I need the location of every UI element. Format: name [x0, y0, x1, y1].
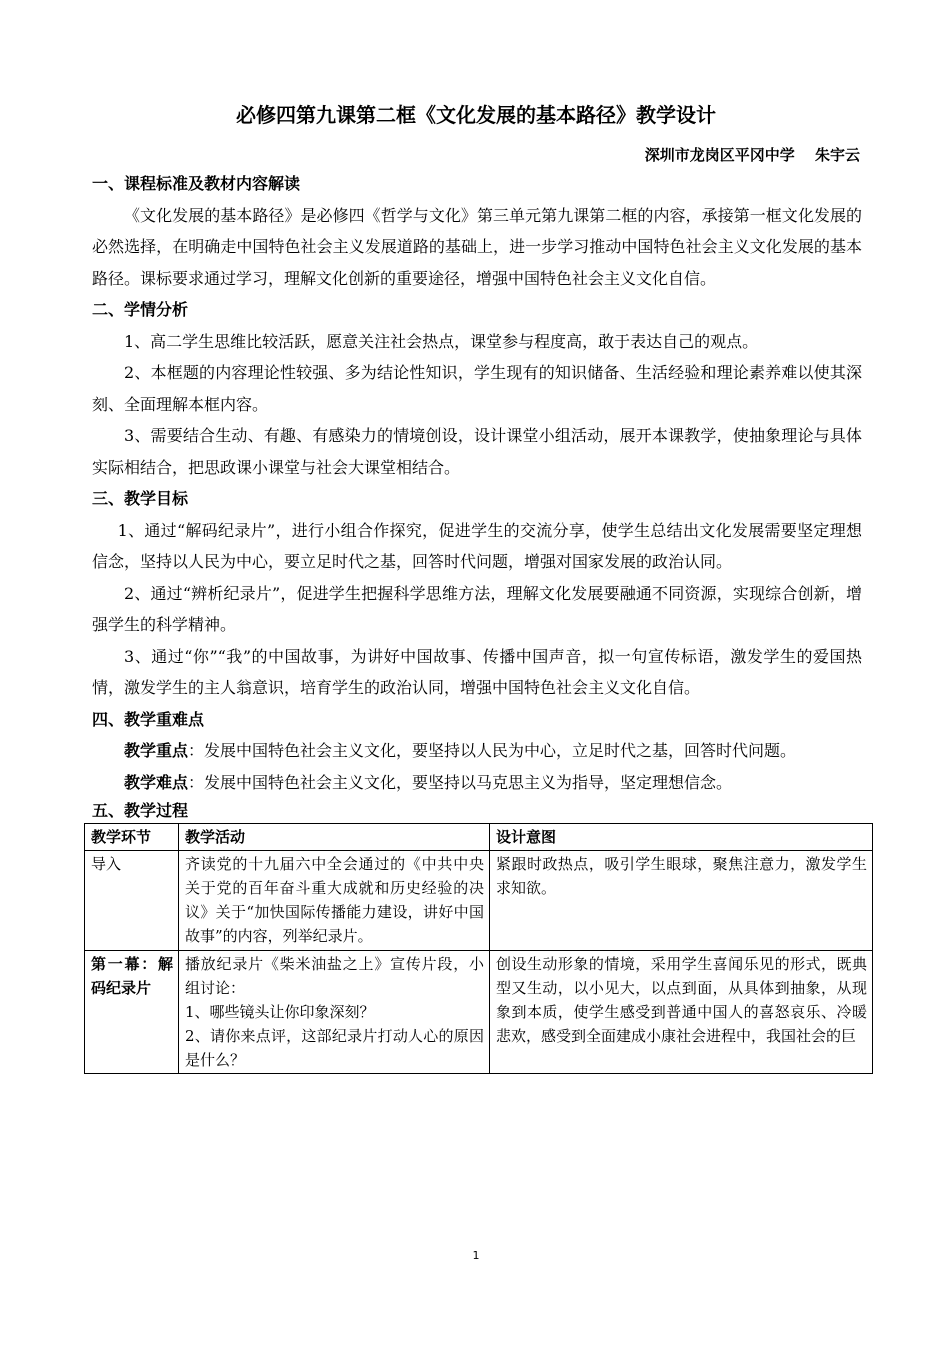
section-heading: 五、教学过程 [92, 801, 189, 820]
table-header: 设计意图 [490, 824, 873, 851]
paragraph: 1、高二学生思维比较活跃，愿意关注社会热点，课堂参与程度高，敢于表达自己的观点。 [124, 331, 759, 351]
intent-cell: 紧跟时政热点，吸引学生眼球，聚焦注意力，激发学生求知欲。 [490, 851, 873, 951]
table-row [85, 851, 873, 951]
paragraph: 3、需要结合生动、有趣、有感染力的情境创设，设计课堂小组活动，展开本课教学，使抽象理论与具体实际相结合，把思政课小课堂与社会大课堂相结合。 [92, 426, 862, 477]
document-body [91, 168, 867, 1074]
stage-cell: 导入 [85, 851, 179, 951]
intent-cell: 创设生动形象的情境，采用学生喜闻乐见的形式，既典型又生动，以小见大，以点到面，从具体到抽象，从现象到本质，使学生感受到普通中国人的喜怒哀乐、冷暖悲欢，感受到全面建成小康社会进程中，我国社会的巨 [490, 951, 873, 1074]
key-point-paragraph [92, 735, 862, 767]
stage-cell: 第一幕：解码纪录片 [85, 951, 179, 1074]
document-title: 必修四第九课第二框《文化发展的基本路径》教学设计 [236, 103, 716, 127]
author-line: 深圳市龙岗区平冈中学 朱宇云 [644, 146, 860, 164]
key-point-label: 教学重点 [124, 741, 189, 760]
table-header: 教学环节 [85, 824, 179, 851]
table-header: 教学活动 [179, 824, 490, 851]
section-heading: 四、教学重难点 [92, 709, 205, 729]
paragraph: 1、通过“解码纪录片”，进行小组合作探究，促进学生的交流分享，使学生总结出文化发展需要坚定理想信念，坚持以人民为中心，要立足时代之基，回答时代问题，增强对国家发展的政治认同。 [92, 520, 862, 571]
difficulty-label: 教学难点 [124, 772, 189, 792]
paragraph: 《文化发展的基本路径》是必修四《哲学与文化》第三单元第九课第二框的内容，承接第一框文化发展的必然选择，在明确走中国特色社会主义发展道路的基础上，进一步学习推动中国特色社会主义文化发展的基本路径。课标要求通过学习，理解文化创新的重要途径，增强中国特色社会主义文化自信。 [92, 205, 862, 288]
paragraph: 3、通过“你”“我”的中国故事，为讲好中国故事、传播中国声音，拟一句宣传标语，激发学生的爱国热情，激发学生的主人翁意识，培育学生的政治认同，增强中国特色社会主义文化自信。 [92, 646, 862, 697]
table-row [85, 951, 873, 1074]
paragraph: 2、本框题的内容理论性较强、多为结论性知识，学生现有的知识储备、生活经验和理论素养难以使其深刻、全面理解本框内容。 [92, 363, 862, 414]
page-number: 1 [472, 1249, 480, 1262]
activity-line: 1、哪些镜头让你印象深刻？ [185, 1003, 375, 1021]
table-header-row [85, 824, 873, 851]
section-heading: 三、教学目标 [92, 489, 189, 508]
teaching-process-table [84, 823, 873, 1074]
paragraph: 2、通过“辨析纪录片”，促进学生把握科学思维方法，理解文化发展要融通不同资源，实现综合创新，增强学生的科学精神。 [92, 583, 862, 634]
section-heading: 一、课程标准及教材内容解读 [92, 174, 301, 193]
activity-cell: 齐读党的十九届六中全会通过的《中共中央关于党的百年奋斗重大成就和历史经验的决议》关于“加快国际传播能力建设，讲好中国故事”的内容，列举纪录片。 [179, 851, 490, 951]
activity-line: 2、请你来点评，这部纪录片打动人心的原因是什么？ [185, 1027, 484, 1069]
difficulty-paragraph [92, 767, 862, 799]
activity-line: 播放纪录片《柴米油盐之上》宣传片段，小组讨论： [185, 955, 484, 997]
key-point-text: ：发展中国特色社会主义文化，要坚持以人民为中心，立足时代之基，回答时代问题。 [188, 741, 797, 760]
activity-cell [179, 951, 490, 1074]
section-heading: 二、学情分析 [92, 300, 189, 319]
difficulty-text: ：发展中国特色社会主义文化，要坚持以马克思主义为指导，坚定理想信念。 [188, 772, 733, 792]
